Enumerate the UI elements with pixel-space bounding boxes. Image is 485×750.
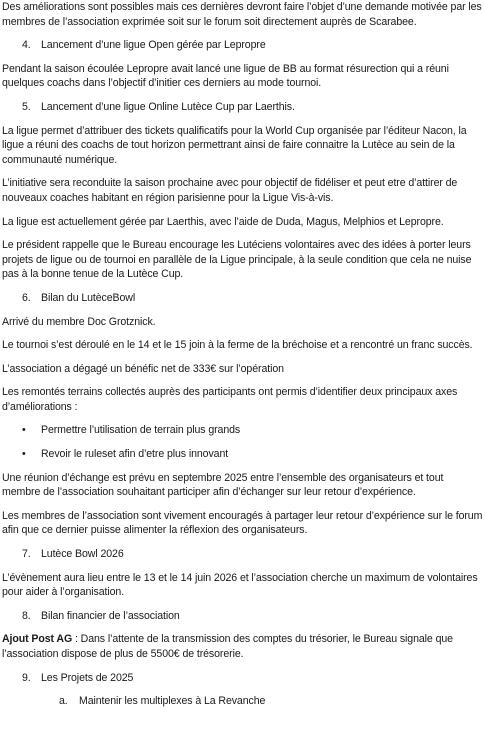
- section-number: 9.: [22, 671, 31, 684]
- section-title: Lancement d’une ligue Online Lutèce Cup par Laerthis.: [41, 100, 295, 113]
- section-number: 8.: [22, 609, 31, 622]
- paragraph-remontes: Les remontés terrains collectés auprès des participants ont permis d’identifier deux principaux axes d’améliorations :: [2, 386, 458, 413]
- paragraph-tournoi: Le tournoi s’est déroulé en le 14 et le 15 join à la ferme de la bréchoise et a rencontré un franc succès.: [2, 339, 473, 352]
- section-4: [2, 38, 483, 53]
- section-title: Les Projets de 2025: [41, 671, 134, 684]
- bullet-item: [2, 423, 483, 438]
- paragraph-ligue-geree: La ligue est actuellement gérée par Laerthis, avec l’aide de Duda, Magus, Melphios et Lepropre.: [2, 215, 444, 228]
- paragraph-text: : Dans l’attente de la transmission des comptes du trésorier, le Bureau signale que l’association dispose de plus de 5500€ de trésorerie.: [2, 633, 453, 660]
- section-5: [2, 100, 483, 115]
- subsection-title: Maintenir les multiplexes à La Revanche: [79, 695, 266, 708]
- bullet-text: Permettre l’utilisation de terrain plus grands: [41, 424, 241, 437]
- paragraph-ajout-post-ag: [2, 632, 483, 661]
- paragraph-membres: Les membres de l’association sont vivement encouragés à partager leur retour d’expérience sur le forum afin que ce dernier puisse alimenter la réflexion des organisateurs.: [2, 509, 483, 537]
- bullet-mark: •: [22, 448, 26, 461]
- paragraph-ameliorations: Des améliorations sont possibles mais ces dernières devront faire l’objet d’une demande motivée par les membres de l’association exprimée soit sur le forum soit directement auprès de Scarabee.: [2, 1, 482, 28]
- section-title: Bilan du LutèceBowl: [41, 291, 136, 304]
- bullet-text: Revoir le ruleset afin d’etre plus innovant: [41, 448, 229, 461]
- section-title: Lutèce Bowl 2026: [41, 548, 124, 561]
- paragraph-arrive: Arrivé du membre Doc Grotznick.: [2, 315, 156, 328]
- section-title: Lancement d’une ligue Open gérée par Lepropre: [41, 39, 266, 52]
- paragraph-evenement: L’évènement aura lieu entre le 13 et le 14 juin 2026 et l’association cherche un maximum de volontaires pour aider à l’organisation.: [2, 571, 478, 599]
- section-number: 4.: [22, 39, 31, 52]
- paragraph-world-cup: La ligue permet d’attribuer des tickets qualificatifs pour la World Cup organisée par l’éditeur Nacon, la ligue a réuni des coachs de tout horizon permettrant ainsi de faire connaitre la Lutèce au sein de la communauté numérique.: [2, 124, 467, 166]
- section-9: [2, 671, 483, 686]
- subsection-letter: a.: [59, 695, 68, 708]
- paragraph-president: Le président rappelle que le Bureau encourage les Lutéciens volontaires avec des idées à porter leurs projets de ligue ou de tournoi en parallèle de la Ligue principale, à la seule condition que cela ne nuise pas à la bonne tenue de la Lutèce Cup.: [2, 239, 472, 281]
- section-number: 5.: [22, 100, 31, 113]
- bullet-item: [2, 447, 483, 462]
- paragraph-benefice: L’association a dégagé un bénéfic net de 333€ sur l’opération: [2, 362, 284, 375]
- subsection-9a: [2, 694, 483, 709]
- section-number: 7.: [22, 548, 31, 561]
- section-8: [2, 609, 483, 624]
- bold-label: Ajout Post AG: [2, 633, 73, 646]
- section-title: Bilan financier de l’association: [41, 609, 180, 622]
- bullet-mark: •: [22, 424, 26, 437]
- section-number: 6.: [22, 291, 31, 304]
- paragraph-reunion: Une réunion d’échange est prévu en septembre 2025 entre l’ensemble des organisateurs et tout membre de l’association souhaitant participer afin d’échanger sur leur retour d’expérience.: [2, 471, 444, 499]
- paragraph-initiative: L’initiative sera reconduite la saison prochaine avec pour objectif de fidéliser et peut etre d’attirer de nouveaux coaches habitant en région parisienne pour la Ligue Vis-à-vis.: [2, 177, 458, 204]
- section-7: [2, 547, 483, 562]
- paragraph-ligue-open: Pendant la saison écoulée Lepropre avait lancé une ligue de BB au format résurection qui a réuni quelques coachs dans l’objectif d’initier ces derniers au mode tournoi.: [2, 62, 449, 90]
- section-6: [2, 291, 483, 306]
